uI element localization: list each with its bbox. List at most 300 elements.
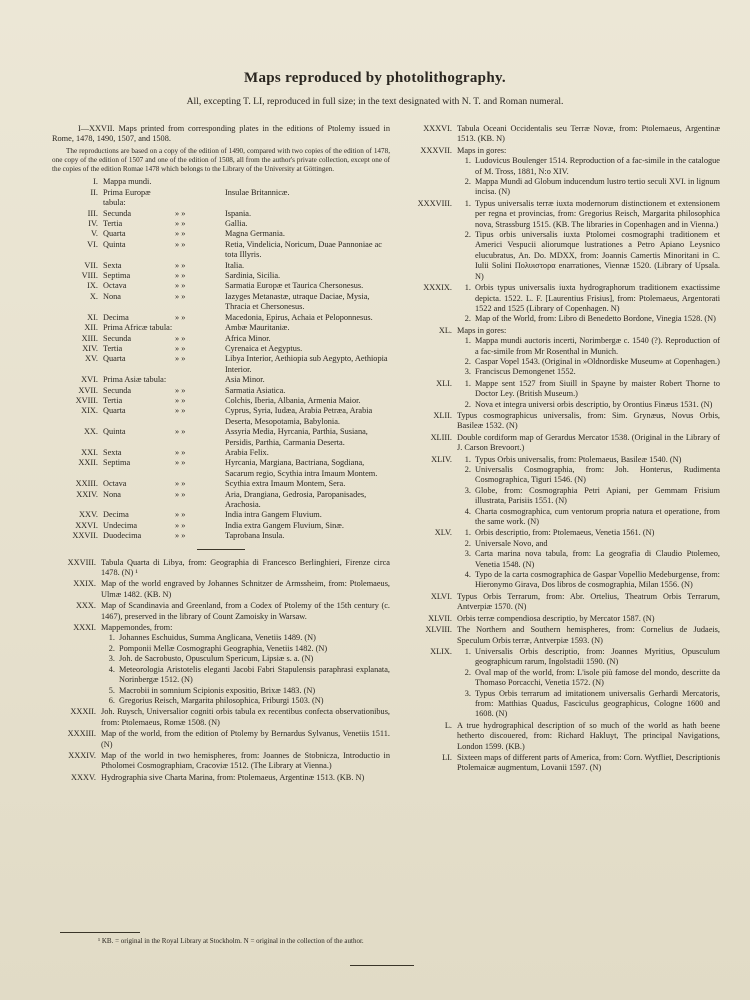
plate-description: Hyrcania, Margiana, Bactriana, Sogdiana, Sacarum regio, Scythia intra Imaum Montem. xyxy=(225,458,378,478)
sub-entry-text: Tipus orbis universalis iuxta Ptolomei cosmographi traditionem et Americi Vespucii aliorumque lustrationes a Petro Apiano Leysnico elucubratus, An. Do. MDXX, from: Joannis Camertis Minoritani in C. Iulii Solini Πολυιστορα enarrationes, Viennæ 1520. (Library of Upsala. N) xyxy=(475,230,720,281)
plate-ditto: » » xyxy=(175,333,186,343)
entry-number: XLII. xyxy=(433,410,452,420)
plate-number: X. xyxy=(89,291,98,301)
sub-entry xyxy=(457,486,720,507)
plate-number: XXI. xyxy=(81,447,98,457)
page-subtitle: All, excepting T. LI, reproduced in full size; in the text designated with N. T. and Roman numeral. xyxy=(186,96,564,107)
entry-row xyxy=(402,326,720,378)
sub-entry-text: Nova et integra universi orbis descriptio, by Orontius Finæus 1531. (N) xyxy=(475,399,713,409)
sub-entry xyxy=(457,539,720,549)
plate-description: Arabia Felix. xyxy=(225,447,269,457)
plate-series: Duodecima xyxy=(103,531,142,541)
plate-ditto: » » xyxy=(175,458,186,468)
entry-body xyxy=(101,623,390,706)
sub-entry xyxy=(457,230,720,282)
entry-body xyxy=(457,283,720,325)
sub-entry-number: 2. xyxy=(464,314,471,324)
sub-entry-text: Pomponii Mellæ Cosmographi Geographia, Venetiis 1482. (N) xyxy=(119,643,328,653)
plate-number: XV. xyxy=(85,354,98,364)
sub-entry-number: 2. xyxy=(464,177,471,187)
plate-series: Prima Europæ tabula: xyxy=(103,187,151,208)
sub-entry xyxy=(457,283,720,314)
plate-ditto xyxy=(175,375,223,385)
plate-ditto: » » xyxy=(175,291,186,301)
sub-entry xyxy=(457,357,720,367)
plate-description: Assyria Media, Hyrcania, Parthia, Susiana, Persidis, Parthia, Carmania Deserta. xyxy=(225,427,368,447)
right-column xyxy=(402,124,720,775)
plate-number: V. xyxy=(91,229,98,239)
entry-number: XLIV. xyxy=(431,454,452,464)
sub-entry-number: 6. xyxy=(108,695,115,705)
plate-number: XVIII. xyxy=(75,395,98,405)
plate-number: XI. xyxy=(87,312,98,322)
plate-row xyxy=(52,261,390,271)
entry-body xyxy=(457,528,720,590)
plate-series: Prima Africæ tabula: xyxy=(103,323,173,333)
sub-entry-number: 3. xyxy=(464,549,471,559)
plate-row xyxy=(52,334,390,344)
entry-body xyxy=(457,326,720,378)
entry-text: Typus cosmographicus universalis, from: Sim. Grynæus, Novus Orbis, Basileæ 1532. (N) xyxy=(457,410,720,431)
sub-entry-text: Typus Orbis universalis, from: Ptolemaeus, Basileæ 1540. (N) xyxy=(475,454,682,464)
plate-ditto: » » xyxy=(175,510,186,520)
plate-description: Sarmatia Europæ et Taurica Chersonesus. xyxy=(225,281,364,291)
plate-ditto: » » xyxy=(175,479,186,489)
plate-row xyxy=(52,406,390,427)
entry-row xyxy=(52,773,390,783)
entry-row xyxy=(402,614,720,624)
entry-text: Hydrographia sive Charta Marina, from: Ptolemaeus, Argentinæ 1513. (KB. N) xyxy=(101,772,365,782)
sub-entry-number: 1. xyxy=(108,633,115,643)
plate-series: Quarta xyxy=(103,354,126,364)
intro-heading: I—XXVII. Maps printed from corresponding plates in the editions of Ptolemy issued in Rome, 1478, 1490, 1507, and 1508. xyxy=(52,124,390,144)
entry-row xyxy=(402,411,720,432)
entry-text: Tabula Quarta di Libya, from: Geographia di Francesco Berlinghieri, Firenze circa 1478. (N) ¹ xyxy=(101,557,390,578)
entry-number: XL. xyxy=(438,325,452,335)
entry-row xyxy=(402,124,720,145)
sub-entry-number: 2. xyxy=(464,399,471,409)
entry-row xyxy=(402,721,720,752)
plate-description: Retia, Vindelicia, Noricum, Duae Pannoniae ac tota Illyris. xyxy=(225,239,382,260)
sub-entry-text: Mappe sent 1527 from Siuill in Spayne by maister Robert Thorne to Doctor Ley. (British Museum.) xyxy=(475,378,720,399)
plate-number: XXIII. xyxy=(75,479,98,489)
sub-entry-text: Ludovicus Boulenger 1514. Reproduction of a fac-simile in the catalogue of M. Tross, 1881, N:o XIV. xyxy=(475,156,720,176)
sub-entry xyxy=(101,665,390,686)
entry-row xyxy=(402,146,720,198)
plate-row xyxy=(52,344,390,354)
sub-entry-number: 4. xyxy=(464,570,471,580)
plate-description: Gallia. xyxy=(225,219,248,229)
plate-description: Ispania. xyxy=(225,208,252,218)
entry-text: Double cordiform map of Gerardus Mercator 1538. (Original in the Library of J. Carson Brevoort.) xyxy=(457,432,720,453)
sub-entry xyxy=(457,689,720,720)
sub-entry-number: 1. xyxy=(464,156,471,166)
plate-row xyxy=(52,219,390,229)
plate-ditto: » » xyxy=(175,343,186,353)
sub-entry-number: 1. xyxy=(464,378,471,388)
plate-number: XIV. xyxy=(82,343,98,353)
plate-description xyxy=(223,177,390,187)
entry-row xyxy=(52,558,390,579)
entry-text: Typus Orbis Terrarum, from: Abr. Ortelius, Theatrum Orbis Terrarum, Antverpiæ 1570. (N) xyxy=(457,591,720,612)
plate-series: Quinta xyxy=(103,427,126,437)
footnote-rule xyxy=(60,932,140,933)
entry-text: Mappemondes, from: xyxy=(101,623,173,633)
plate-number: XX. xyxy=(83,427,98,437)
plate-ditto: » » xyxy=(175,395,186,405)
plate-series: Nona xyxy=(103,291,121,301)
entry-number: XXXVII. xyxy=(420,145,452,155)
plate-series: Octava xyxy=(103,479,127,489)
plate-description: Scythia extra Imaum Montem, Sera. xyxy=(225,479,346,489)
sub-entry xyxy=(101,654,390,664)
sub-entry xyxy=(457,465,720,486)
entry-number: XXX. xyxy=(75,601,96,611)
entry-body xyxy=(457,433,720,454)
sub-entry-number: 5. xyxy=(108,685,115,695)
entry-row xyxy=(402,625,720,646)
plate-description: Africa Minor. xyxy=(225,333,271,343)
entry-row xyxy=(52,729,390,750)
plate-number: II. xyxy=(90,187,98,197)
entry-number: XXXIV. xyxy=(68,750,96,760)
entry-body xyxy=(457,647,720,720)
plate-series: Septima xyxy=(103,271,131,281)
plate-description: Asia Minor. xyxy=(225,375,265,385)
plate-description: Iazyges Metanastæ, utraque Daciae, Mysia, Thracia et Chersonesus. xyxy=(225,291,370,312)
plate-number: XIII. xyxy=(81,333,98,343)
sub-entry-number: 1. xyxy=(464,336,471,346)
plate-ditto xyxy=(175,323,223,333)
plate-series: Tertia xyxy=(103,395,123,405)
plate-ditto: » » xyxy=(175,208,186,218)
entry-text: A true hydrographical description of so much of the world as hath beene hetherto discouered, from: Richard Hakluyt, The principal Navigations, London 1599. (KB.) xyxy=(457,720,720,751)
sub-entry xyxy=(457,314,720,324)
sub-entry xyxy=(457,528,720,538)
plate-row xyxy=(52,510,390,520)
entry-text: Map of the world, from the edition of Ptolemy by Bernardus Sylvanus, Venetiis 1511. (N) xyxy=(101,729,390,749)
sub-entry xyxy=(101,644,390,654)
plate-ditto: » » xyxy=(175,260,186,270)
entry-number: XXVIII. xyxy=(67,557,96,567)
plate-number: XXII. xyxy=(78,458,98,468)
plate-ditto: » » xyxy=(175,281,186,291)
plate-row xyxy=(52,292,390,313)
plate-series: Octava xyxy=(103,281,127,291)
plate-ditto: » » xyxy=(175,520,186,530)
sub-entry-text: Typo de la carta cosmographica de Gaspar Vopellio Medeburgense, from: Hieronymo Girava, Dos libros de cosmographia, Milan 1556. (N) xyxy=(475,570,720,590)
entry-row xyxy=(52,601,390,622)
plate-number: XXV. xyxy=(79,510,98,520)
entry-row xyxy=(402,592,720,613)
plate-row xyxy=(52,240,390,261)
entry-row xyxy=(402,379,720,410)
entry-text: The Northern and Southern hemispheres, from: Cornelius de Judaeis, Speculum Orbis terræ, Antverpiæ 1593. (N) xyxy=(457,625,720,645)
plate-series: Secunda xyxy=(103,333,132,343)
sub-entry-number: 1. xyxy=(464,528,471,538)
sub-entry xyxy=(457,570,720,591)
sub-entry-text: Globe, from: Cosmographia Petri Apiani, per Gemmam Frisium illustrata, Parisiis 1551. (N) xyxy=(475,485,720,506)
plate-series: Decima xyxy=(103,510,129,520)
entry-row xyxy=(52,623,390,706)
sub-entry-text: Meteorologia Aristotelis eleganti Jacobi Fabri Stapulensis paraphrasi explanata, Norinbergæ 1512. (N) xyxy=(119,664,390,685)
entry-body xyxy=(457,753,720,774)
sub-entry-text: Map of the World, from: Libro di Benedetto Bordone, Vinegia 1528. (N) xyxy=(475,314,716,324)
sub-entry-number: 2. xyxy=(108,643,115,653)
sub-entry-number: 1. xyxy=(464,646,471,656)
entry-number: XXXI. xyxy=(73,623,96,633)
plate-ditto: » » xyxy=(175,219,186,229)
sub-entry xyxy=(457,647,720,668)
sub-entry-number: 1. xyxy=(464,283,471,293)
entry-number: XXXVIII. xyxy=(417,198,452,208)
plate-number: XXIV. xyxy=(76,489,98,499)
sub-entry xyxy=(457,177,720,198)
entry-number: XXXIII. xyxy=(67,729,96,739)
plate-row xyxy=(52,531,390,541)
sub-entry-number: 1. xyxy=(464,198,471,208)
plate-ditto: » » xyxy=(175,385,186,395)
sub-entry xyxy=(101,633,390,643)
entry-row xyxy=(402,433,720,454)
entry-number: XLVI. xyxy=(430,591,452,601)
entry-body xyxy=(457,379,720,410)
plate-row xyxy=(52,177,390,187)
sub-entry-text: Caspar Vopel 1543. (Original in »Oldnordiske Museum» at Copenhagen.) xyxy=(475,356,720,366)
page-title: Maps reproduced by photolithography. xyxy=(244,70,506,86)
entry-number: XXIX. xyxy=(73,579,96,589)
sub-entry-text: Typus universalis terræ iuxta modernorum distinctionem et extensionem per regna et provincias, from: Gregorius Reisch, Margarita philosophica nova, Strassburg 1515. (KB. The libraries in Copenhagen and in Vienna.) xyxy=(475,198,720,229)
entry-body xyxy=(457,592,720,613)
plate-ditto: » » xyxy=(175,229,186,239)
end-rule xyxy=(350,965,414,966)
entry-number: XXXII. xyxy=(70,707,96,717)
plate-ditto: » » xyxy=(175,489,186,499)
plate-series: Sexta xyxy=(103,447,122,457)
plate-number: I. xyxy=(93,177,98,187)
sub-entry xyxy=(457,668,720,689)
entry-body xyxy=(457,124,720,145)
plate-number: XVI. xyxy=(81,375,98,385)
plate-ditto: » » xyxy=(175,531,186,541)
plate-series: Decima xyxy=(103,312,129,322)
plate-row xyxy=(52,396,390,406)
entry-body xyxy=(101,601,390,622)
sub-entry xyxy=(457,379,720,400)
plate-series: Nona xyxy=(103,489,121,499)
entry-text: Sixteen maps of different parts of America, from: Corn. Wytfliet, Descriptionis Ptolemaicæ augmentum, Lovanii 1597. (N) xyxy=(457,752,720,773)
plate-ditto: » » xyxy=(175,354,186,364)
sub-entry-number: 1. xyxy=(464,454,471,464)
plate-number: VII. xyxy=(84,260,98,270)
entry-number: XXXVI. xyxy=(423,124,452,133)
plate-description: Taprobana Insula. xyxy=(225,531,285,541)
sub-entry-text: Mappa mundi auctoris incerti, Norimbergæ c. 1540 (?). Reproduction of a fac-simile from Mr Rosenthal in Munich. xyxy=(475,336,720,356)
plate-row xyxy=(52,188,390,209)
entry-row xyxy=(402,647,720,720)
plate-number: VI. xyxy=(87,239,98,249)
right-entries xyxy=(402,124,720,774)
plate-description: Magna Germania. xyxy=(225,229,285,239)
entry-text: Orbis terræ compendiosa descriptio, by Mercator 1587. (N) xyxy=(457,613,655,623)
sub-entry-number: 4. xyxy=(464,506,471,516)
plate-row xyxy=(52,281,390,291)
plate-series: Quarta xyxy=(103,229,126,239)
entry-row xyxy=(402,455,720,528)
sub-entry-number: 2. xyxy=(464,356,471,366)
sub-entry-text: Universalis Cosmographia, from: Joh. Honterus, Rudimenta Cosmographica, Tiguri 1546. (N) xyxy=(475,465,720,485)
plate-series: Secunda xyxy=(103,385,132,395)
sub-entry-text: Universalis Orbis descriptio, from: Joannes Myritius, Opusculum geographicum rarum, Ingolstadii 1590. (N) xyxy=(475,646,720,667)
entry-row xyxy=(402,753,720,774)
entry-row xyxy=(52,751,390,772)
plate-description: Cyprus, Syria, Iudæa, Arabia Petræa, Arabia Deserta, Mesopotamia, Babylonia. xyxy=(225,406,373,426)
footnote: ¹ KB. = original in the Royal Library at Stockholm. N = original in the collection of the author. xyxy=(98,937,364,945)
plate-row xyxy=(52,354,390,375)
sub-entry xyxy=(457,549,720,570)
entry-body xyxy=(101,773,390,783)
section-divider xyxy=(197,549,245,550)
entry-row xyxy=(402,528,720,590)
entry-row xyxy=(52,707,390,728)
sub-entry-text: Gregorius Reisch, Margarita philosophica, Friburgi 1503. (N) xyxy=(119,695,324,705)
entry-body xyxy=(457,411,720,432)
plate-number: XII. xyxy=(84,323,98,333)
plate-number: XVII. xyxy=(78,385,98,395)
sub-entry xyxy=(101,696,390,706)
plate-series: Quinta xyxy=(103,239,126,249)
entry-body xyxy=(457,614,720,624)
plate-series: Sexta xyxy=(103,260,122,270)
entry-body xyxy=(101,729,390,750)
entry-body xyxy=(101,707,390,728)
entry-text: Maps in gores: xyxy=(457,325,507,335)
sub-entry-text: Oval map of the world, from: L'isole più famose del mondo, descritte da Thomaso Porcacchi, Venetia 1572. (N) xyxy=(475,667,720,688)
plate-series: Tertia xyxy=(103,219,123,229)
entry-number: L. xyxy=(444,720,452,730)
plate-ditto xyxy=(175,177,223,187)
entry-number: XLVII. xyxy=(428,613,452,623)
sub-entry xyxy=(457,507,720,528)
entry-text: Maps in gores: xyxy=(457,145,507,155)
entry-body xyxy=(457,455,720,528)
sub-entry xyxy=(457,367,720,377)
entry-number: LI. xyxy=(442,752,452,762)
entry-text: Joh. Ruysch, Universalior cogniti orbis tabula ex recentibus confecta observationibus, from: Ptolemaeus, Romæ 1508. (N) xyxy=(101,707,390,727)
sub-entry-text: Typus Orbis terrarum ad imitationem universalis Gerhardi Mercatoris, from: Matthias Quadus, Fasciculus geographicus, Cologne 1600 and 1608. (N) xyxy=(475,688,720,719)
plate-description: Insulae Britannicæ. xyxy=(225,187,290,197)
entry-text: Map of Scandinavia and Greenland, from a Codex of Ptolemy of the 15th century (c. 1467), preserved in the library of Count Zamoisky in Warsaw. xyxy=(101,601,390,621)
plate-row xyxy=(52,521,390,531)
sub-entry-number: 3. xyxy=(108,654,115,664)
entry-row xyxy=(402,199,720,282)
sub-entry-number: 2. xyxy=(464,465,471,474)
entry-body xyxy=(101,579,390,600)
sub-entry xyxy=(457,199,720,230)
entry-body xyxy=(457,146,720,198)
entry-text: Map of the world engraved by Johannes Schnitzer de Armssheim, from: Ptolemaeus, Ulmæ 1482. (KB. N) xyxy=(101,579,390,599)
plate-series: Septima xyxy=(103,458,131,468)
plate-description: Italia. xyxy=(225,260,245,270)
entry-body xyxy=(457,625,720,646)
sub-entry-text: Franciscus Demongenet 1552. xyxy=(475,367,576,377)
sub-entry-number: 2. xyxy=(464,538,471,548)
plate-row xyxy=(52,448,390,458)
plate-series: Undecima xyxy=(103,520,138,530)
sub-entry-text: Johannes Eschuidus, Summa Anglicana, Venetiis 1489. (N) xyxy=(119,633,316,643)
plate-series: Mappa mundi. xyxy=(103,177,152,187)
plate-row xyxy=(52,458,390,479)
plate-row xyxy=(52,229,390,239)
plate-number: VIII. xyxy=(81,271,98,281)
left-column xyxy=(52,124,390,784)
plate-row xyxy=(52,490,390,511)
left-entries xyxy=(52,558,390,784)
plate-row xyxy=(52,313,390,323)
sub-entry-text: Universale Novo, and xyxy=(475,538,548,548)
plate-list xyxy=(52,177,390,541)
plate-row xyxy=(52,479,390,489)
sub-entry xyxy=(457,156,720,177)
sub-entry-text: Macrobii in somnium Scipionis expositio, Brixæ 1483. (N) xyxy=(119,685,316,695)
sub-entry-text: Joh. de Sacrobusto, Opusculum Spericum, Lipsiæ s. a. (N) xyxy=(119,654,314,664)
sub-entry xyxy=(457,400,720,410)
plate-number: XIX. xyxy=(81,406,98,416)
plate-number: XXVII. xyxy=(72,531,98,541)
sub-entry xyxy=(457,336,720,357)
entry-text: Map of the world in two hemispheres, from: Joannes de Stobnicza, Introductio in Ptholomei Cosmographiam, Cracoviæ 1512. (The Library at Vienna.) xyxy=(101,750,390,771)
entry-row xyxy=(402,283,720,325)
plate-row xyxy=(52,271,390,281)
sub-entry-text: Carta marina nova tabula, from: La geografia di Claudio Ptolemeo, Venetia 1548. (N) xyxy=(475,549,720,569)
plate-row xyxy=(52,386,390,396)
plate-description: Colchis, Iberia, Albania, Armenia Maior. xyxy=(225,395,361,405)
plate-row xyxy=(52,209,390,219)
sub-entry-number: 3. xyxy=(464,688,471,698)
sub-entry-text: Orbis descriptio, from: Ptolemaeus, Venetia 1561. (N) xyxy=(475,528,655,538)
entry-number: XLV. xyxy=(434,528,452,538)
plate-series: Prima Asiæ tabula: xyxy=(103,375,167,385)
plate-ditto xyxy=(175,188,223,209)
sub-entry-text: Mappa Mundi ad Globum inducendum lustro tertio seculi XVI. in lignum incisa. (N) xyxy=(475,177,720,197)
entry-text: Tabula Oceani Occidentalis seu Terræ Novæ, from: Ptolemaeus, Argentinæ 1513. (KB. N) xyxy=(457,124,720,144)
entry-body xyxy=(101,751,390,772)
plate-ditto: » » xyxy=(175,406,186,416)
plate-description: Aria, Drangiana, Gedrosia, Paropanisades, Arachosia. xyxy=(225,489,367,510)
plate-description: Sarmatia Asiatica. xyxy=(225,385,286,395)
sub-entry-number: 2. xyxy=(464,667,471,677)
plate-series: Quarta xyxy=(103,406,126,416)
entry-number: XLVIII. xyxy=(425,625,452,635)
entry-number: XLI. xyxy=(436,378,452,388)
plate-row xyxy=(52,375,390,385)
plate-description: India extra Gangem Fluvium, Sinæ. xyxy=(225,520,344,530)
entry-body xyxy=(457,721,720,752)
sub-entry-number: 4. xyxy=(108,664,115,674)
plate-ditto: » » xyxy=(175,239,186,249)
plate-description: Sardinia, Sicilia. xyxy=(225,271,281,281)
plate-description: Libya Interior, Aethiopia sub Aegypto, Aethiopia Interior. xyxy=(225,354,388,374)
sub-entry-number: 2. xyxy=(464,230,471,240)
plate-ditto: » » xyxy=(175,271,186,281)
plate-description: Macedonia, Epirus, Achaia et Peloponnesus. xyxy=(225,312,373,322)
plate-number: IV. xyxy=(88,219,98,229)
entry-number: XLIX. xyxy=(430,646,452,656)
entry-row xyxy=(52,579,390,600)
plate-ditto: » » xyxy=(175,312,186,322)
plate-description: India intra Gangem Fluvium. xyxy=(225,510,322,520)
entry-number: XXXV. xyxy=(71,772,96,782)
